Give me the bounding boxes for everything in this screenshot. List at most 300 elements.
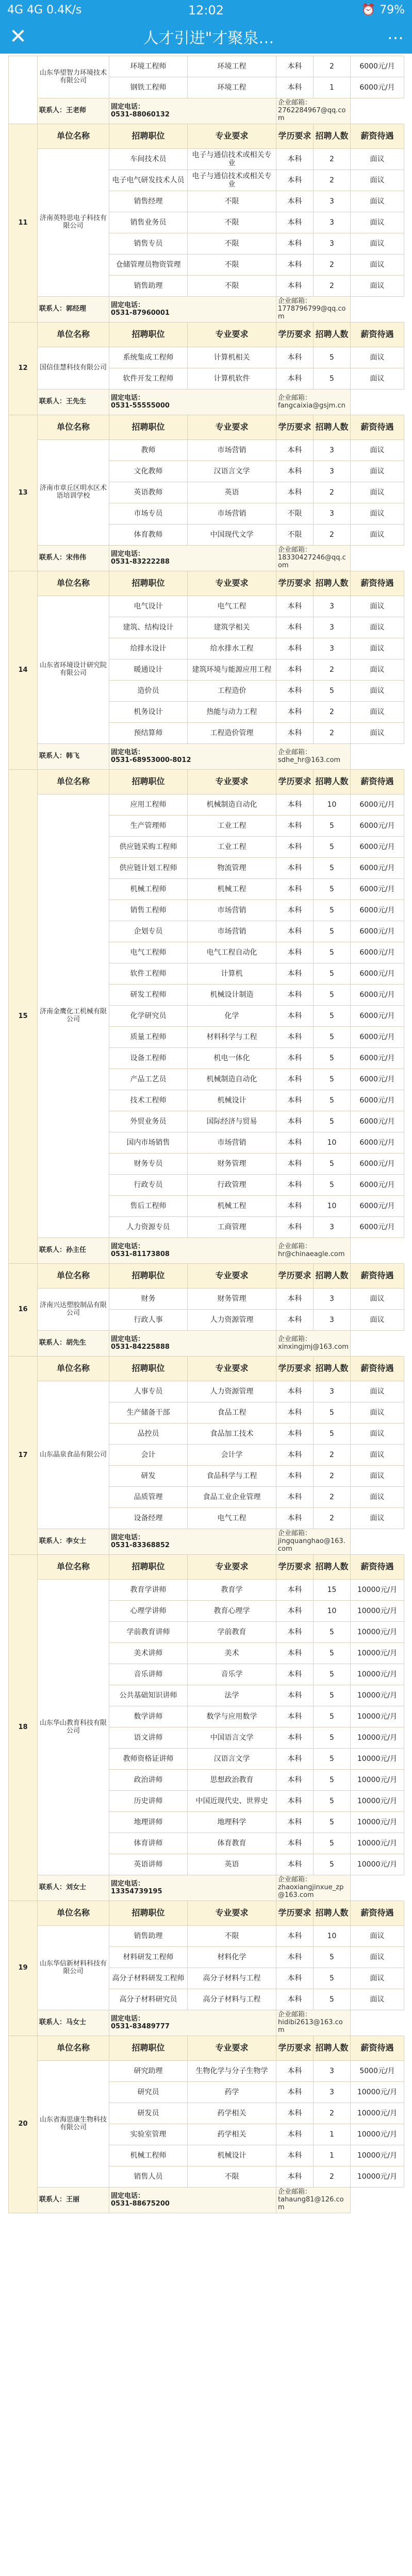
header-cell: 招聘人数 bbox=[314, 1555, 351, 1580]
salary-cell: 10000元/月 bbox=[351, 1727, 404, 1749]
degree-cell: 本科 bbox=[276, 2166, 314, 2188]
email-value[interactable]: hr@chinaeagle.com bbox=[278, 1250, 345, 1258]
count-cell: 5 bbox=[314, 985, 351, 1006]
major-cell: 不限 bbox=[188, 2166, 276, 2188]
jobs-table bbox=[8, 56, 404, 2213]
degree-cell: 本科 bbox=[276, 1090, 314, 1111]
count-cell: 2 bbox=[314, 56, 351, 77]
contact-label: 联系人： bbox=[39, 107, 67, 115]
contact-person bbox=[38, 389, 109, 415]
position-cell: 高分子材料研究员 bbox=[109, 1989, 188, 2010]
count-cell: 10 bbox=[314, 794, 351, 816]
major-cell: 中国现代文学 bbox=[188, 524, 276, 546]
salary-cell: 6000元/月 bbox=[351, 1111, 404, 1132]
major-cell: 计算机软件 bbox=[188, 368, 276, 389]
degree-cell: 本科 bbox=[276, 1466, 314, 1487]
contact-row bbox=[9, 2188, 404, 2213]
position-cell: 销售助理 bbox=[109, 276, 188, 297]
count-cell: 2 bbox=[314, 2103, 351, 2124]
position-cell: 实验室管理 bbox=[109, 2124, 188, 2145]
contact-row bbox=[9, 98, 404, 124]
close-icon[interactable]: ✕ bbox=[9, 25, 27, 48]
contact-value: 胡先生 bbox=[66, 1339, 87, 1347]
major-cell: 机械制造自动化 bbox=[188, 794, 276, 816]
degree-cell: 本科 bbox=[276, 1154, 314, 1175]
major-cell: 建筑学相关 bbox=[188, 617, 276, 638]
position-cell: 暖通设计 bbox=[109, 659, 188, 681]
table-row bbox=[9, 56, 404, 77]
major-cell: 机械设计 bbox=[188, 2145, 276, 2166]
count-cell: 3 bbox=[314, 1310, 351, 1331]
count-cell: 5 bbox=[314, 1423, 351, 1445]
degree-cell: 本科 bbox=[276, 617, 314, 638]
position-cell: 财务 bbox=[109, 1289, 188, 1310]
header-cell: 专业要求 bbox=[188, 1901, 276, 1926]
major-cell: 中国近现代史、世界史 bbox=[188, 1791, 276, 1812]
count-cell: 5 bbox=[314, 1770, 351, 1791]
header-cell: 招聘人数 bbox=[314, 1264, 351, 1289]
major-cell: 电气工程 bbox=[188, 1508, 276, 1529]
contact-email bbox=[276, 1529, 351, 1555]
phone-value: 13354739195 bbox=[111, 1887, 162, 1895]
header-cell: 薪资待遇 bbox=[351, 2036, 404, 2061]
count-cell: 3 bbox=[314, 2082, 351, 2103]
degree-cell: 本科 bbox=[276, 659, 314, 681]
major-cell: 市场营销 bbox=[188, 440, 276, 461]
header-cell: 招聘人数 bbox=[314, 2036, 351, 2061]
degree-cell: 本科 bbox=[276, 1580, 314, 1601]
count-cell: 2 bbox=[314, 702, 351, 723]
salary-cell: 面议 bbox=[351, 638, 404, 659]
header-cell: 专业要求 bbox=[188, 770, 276, 794]
salary-cell: 10000元/月 bbox=[351, 1749, 404, 1770]
contact-phone bbox=[109, 297, 276, 323]
contact-row bbox=[9, 297, 404, 323]
count-cell: 5 bbox=[314, 1069, 351, 1090]
email-value[interactable]: hidibi2613@163.com bbox=[278, 2019, 343, 2034]
major-cell: 计算机相关 bbox=[188, 347, 276, 368]
position-cell: 设备经理 bbox=[109, 1508, 188, 1529]
degree-cell: 本科 bbox=[276, 1381, 314, 1402]
email-value[interactable]: tahaung81@126.com bbox=[278, 2196, 344, 2211]
phone-value: 0531-81173808 bbox=[111, 1250, 170, 1258]
position-cell: 研发 bbox=[109, 1466, 188, 1487]
major-cell: 体育教育 bbox=[188, 1833, 276, 1854]
contact-value: 李女士 bbox=[66, 1537, 87, 1546]
count-cell: 5 bbox=[314, 921, 351, 942]
position-cell: 历史讲师 bbox=[109, 1791, 188, 1812]
header-cell: 招聘职位 bbox=[109, 1555, 188, 1580]
major-cell: 机械设计 bbox=[188, 1090, 276, 1111]
degree-cell: 本科 bbox=[276, 1968, 314, 1989]
degree-cell: 本科 bbox=[276, 1402, 314, 1423]
contact-person bbox=[38, 98, 109, 124]
major-cell: 法学 bbox=[188, 1685, 276, 1706]
salary-cell: 面议 bbox=[351, 1508, 404, 1529]
degree-cell: 本科 bbox=[276, 1749, 314, 1770]
header-cell: 薪资待遇 bbox=[351, 415, 404, 440]
contact-person bbox=[38, 1238, 109, 1264]
salary-cell: 10000元/月 bbox=[351, 1664, 404, 1685]
major-cell: 市场营销 bbox=[188, 900, 276, 921]
salary-cell: 面议 bbox=[351, 1466, 404, 1487]
position-cell: 供应链采购工程师 bbox=[109, 837, 188, 858]
phone-value: 0531-88060132 bbox=[111, 110, 170, 118]
degree-cell: 本科 bbox=[276, 1487, 314, 1508]
contact-value: 孙主任 bbox=[66, 1246, 87, 1255]
salary-cell: 6000元/月 bbox=[351, 942, 404, 963]
email-label: 企业邮箱： bbox=[278, 546, 312, 554]
position-cell: 教师 bbox=[109, 440, 188, 461]
salary-cell: 面议 bbox=[351, 1289, 404, 1310]
position-cell: 高分子材料研发工程师 bbox=[109, 1968, 188, 1989]
section-number: 14 bbox=[9, 571, 38, 770]
position-cell: 仓储管理员物资管理 bbox=[109, 255, 188, 276]
contact-value: 王丽 bbox=[66, 2196, 80, 2204]
email-value[interactable]: 1778796799@qq.com bbox=[278, 305, 346, 320]
count-cell: 5 bbox=[314, 816, 351, 837]
major-cell: 计算机 bbox=[188, 963, 276, 985]
position-cell: 生产储备干部 bbox=[109, 1402, 188, 1423]
position-cell: 电气设计 bbox=[109, 596, 188, 617]
degree-cell: 本科 bbox=[276, 1310, 314, 1331]
section-number: 15 bbox=[9, 770, 38, 1264]
position-cell: 音乐讲师 bbox=[109, 1664, 188, 1685]
count-cell: 10 bbox=[314, 1926, 351, 1947]
header-cell: 专业要求 bbox=[188, 1555, 276, 1580]
count-cell: 2 bbox=[314, 482, 351, 503]
count-cell: 2 bbox=[314, 1445, 351, 1466]
degree-cell: 本科 bbox=[276, 1664, 314, 1685]
section-number: 16 bbox=[9, 1264, 38, 1357]
header-cell: 招聘人数 bbox=[314, 1901, 351, 1926]
count-cell: 2 bbox=[314, 1487, 351, 1508]
contact-row bbox=[9, 1331, 404, 1357]
contact-person bbox=[38, 1529, 109, 1555]
header-cell: 专业要求 bbox=[188, 1357, 276, 1381]
count-cell: 3 bbox=[314, 617, 351, 638]
table-header-row bbox=[9, 1901, 404, 1926]
major-cell: 食品工业企业管理 bbox=[188, 1487, 276, 1508]
salary-cell: 10000元/月 bbox=[351, 2166, 404, 2188]
company-name: 山东省环境设计研究院有限公司 bbox=[38, 596, 109, 744]
degree-cell: 本科 bbox=[276, 1196, 314, 1217]
count-cell: 2 bbox=[314, 2166, 351, 2188]
email-value[interactable]: sdhe_hr@163.com bbox=[278, 756, 341, 764]
count-cell: 5 bbox=[314, 1090, 351, 1111]
email-label: 企业邮箱： bbox=[278, 1242, 312, 1250]
contact-email bbox=[276, 744, 351, 770]
salary-cell: 面议 bbox=[351, 723, 404, 744]
salary-cell: 6000元/月 bbox=[351, 963, 404, 985]
table-row bbox=[9, 347, 404, 368]
count-cell: 2 bbox=[314, 1508, 351, 1529]
major-cell: 不限 bbox=[188, 1926, 276, 1947]
email-value[interactable]: 18330427246@qq.com bbox=[278, 554, 346, 569]
position-cell: 钢铁工程师 bbox=[109, 77, 188, 98]
table-header-row bbox=[9, 323, 404, 347]
salary-cell: 6000元/月 bbox=[351, 1048, 404, 1069]
table-row bbox=[9, 440, 404, 461]
degree-cell: 本科 bbox=[276, 77, 314, 98]
title-bar bbox=[0, 20, 412, 54]
section-number: 20 bbox=[9, 2036, 38, 2213]
major-cell: 机械工程 bbox=[188, 1196, 276, 1217]
count-cell: 2 bbox=[314, 524, 351, 546]
position-cell: 建筑、结构设计 bbox=[109, 617, 188, 638]
degree-cell: 本科 bbox=[276, 368, 314, 389]
contact-email bbox=[276, 1331, 351, 1357]
salary-cell: 10000元/月 bbox=[351, 1833, 404, 1854]
table-row bbox=[9, 1289, 404, 1310]
count-cell: 5 bbox=[314, 1154, 351, 1175]
phone-label: 固定电话： bbox=[111, 394, 145, 402]
contact-email bbox=[276, 98, 351, 124]
salary-cell: 10000元/月 bbox=[351, 1770, 404, 1791]
major-cell: 思想政治教育 bbox=[188, 1770, 276, 1791]
count-cell: 10 bbox=[314, 1601, 351, 1622]
email-label: 企业邮箱： bbox=[278, 99, 312, 107]
salary-cell: 面议 bbox=[351, 461, 404, 482]
salary-cell: 面议 bbox=[351, 681, 404, 702]
company-name: 山东华望智力环境技术有限公司 bbox=[38, 56, 109, 98]
degree-cell: 本科 bbox=[276, 837, 314, 858]
table-header-row bbox=[9, 1264, 404, 1289]
header-cell: 学历要求 bbox=[276, 770, 314, 794]
section-number: 12 bbox=[9, 323, 38, 415]
count-cell: 5 bbox=[314, 1175, 351, 1196]
header-cell: 学历要求 bbox=[276, 1901, 314, 1926]
position-cell: 售后工程师 bbox=[109, 1196, 188, 1217]
degree-cell: 本科 bbox=[276, 702, 314, 723]
header-cell: 招聘人数 bbox=[314, 124, 351, 149]
salary-cell: 面议 bbox=[351, 596, 404, 617]
degree-cell: 本科 bbox=[276, 191, 314, 212]
major-cell: 电气工程 bbox=[188, 596, 276, 617]
salary-cell: 面议 bbox=[351, 1381, 404, 1402]
major-cell: 不限 bbox=[188, 233, 276, 255]
degree-cell: 本科 bbox=[276, 1622, 314, 1643]
position-cell: 外贸业务员 bbox=[109, 1111, 188, 1132]
header-cell: 单位名称 bbox=[38, 770, 109, 794]
email-label: 企业邮箱： bbox=[278, 297, 312, 306]
email-value[interactable]: 2762284967@qq.com bbox=[278, 107, 346, 122]
contact-phone bbox=[109, 1331, 276, 1357]
count-cell: 5 bbox=[314, 1664, 351, 1685]
count-cell: 2 bbox=[314, 276, 351, 297]
major-cell: 药学相关 bbox=[188, 2124, 276, 2145]
major-cell: 音乐学 bbox=[188, 1664, 276, 1685]
salary-cell: 10000元/月 bbox=[351, 2145, 404, 2166]
position-cell: 品控员 bbox=[109, 1423, 188, 1445]
degree-cell: 本科 bbox=[276, 858, 314, 879]
position-cell: 给排水设计 bbox=[109, 638, 188, 659]
major-cell: 食品工程 bbox=[188, 1402, 276, 1423]
major-cell: 机械工程 bbox=[188, 879, 276, 900]
contact-row bbox=[9, 744, 404, 770]
email-value[interactable]: xinxingjmj@163.com bbox=[278, 1343, 349, 1351]
header-cell: 单位名称 bbox=[38, 1901, 109, 1926]
salary-cell: 面议 bbox=[351, 1445, 404, 1466]
degree-cell: 本科 bbox=[276, 276, 314, 297]
email-label: 企业邮箱： bbox=[278, 1335, 312, 1343]
header-cell: 招聘职位 bbox=[109, 1357, 188, 1381]
header-cell: 学历要求 bbox=[276, 1264, 314, 1289]
header-cell: 单位名称 bbox=[38, 415, 109, 440]
position-cell: 销售专员 bbox=[109, 233, 188, 255]
count-cell: 1 bbox=[314, 77, 351, 98]
count-cell: 5 bbox=[314, 963, 351, 985]
contact-email bbox=[276, 2188, 351, 2213]
major-cell: 不限 bbox=[188, 276, 276, 297]
degree-cell: 本科 bbox=[276, 1132, 314, 1154]
degree-cell: 本科 bbox=[276, 212, 314, 233]
degree-cell: 本科 bbox=[276, 638, 314, 659]
section-number: 11 bbox=[9, 124, 38, 323]
salary-cell: 6000元/月 bbox=[351, 921, 404, 942]
major-cell: 给水排水工程 bbox=[188, 638, 276, 659]
salary-cell: 6000元/月 bbox=[351, 1090, 404, 1111]
table-row bbox=[9, 1580, 404, 1601]
position-cell: 公共基础知识讲师 bbox=[109, 1685, 188, 1706]
email-value[interactable]: zhaoxiangjinxue_zp@163.com bbox=[278, 1884, 344, 1899]
position-cell: 造价员 bbox=[109, 681, 188, 702]
contact-label: 联系人： bbox=[39, 752, 67, 760]
degree-cell: 不限 bbox=[276, 503, 314, 524]
major-cell: 机电一体化 bbox=[188, 1048, 276, 1069]
major-cell: 机械设计制造 bbox=[188, 985, 276, 1006]
status-bar bbox=[0, 0, 412, 20]
position-cell: 预结算师 bbox=[109, 723, 188, 744]
header-cell: 单位名称 bbox=[38, 1555, 109, 1580]
position-cell: 市场专员 bbox=[109, 503, 188, 524]
count-cell: 5 bbox=[314, 1006, 351, 1027]
salary-cell: 10000元/月 bbox=[351, 1854, 404, 1875]
contact-person bbox=[38, 1331, 109, 1357]
degree-cell: 本科 bbox=[276, 1770, 314, 1791]
count-cell: 5 bbox=[314, 1027, 351, 1048]
header-cell: 学历要求 bbox=[276, 124, 314, 149]
salary-cell: 面议 bbox=[351, 233, 404, 255]
contact-label: 联系人： bbox=[39, 554, 67, 562]
major-cell: 财务管理 bbox=[188, 1289, 276, 1310]
salary-cell: 6000元/月 bbox=[351, 879, 404, 900]
salary-cell: 面议 bbox=[351, 1926, 404, 1947]
header-cell: 薪资待遇 bbox=[351, 323, 404, 347]
header-cell: 专业要求 bbox=[188, 2036, 276, 2061]
degree-cell: 本科 bbox=[276, 255, 314, 276]
count-cell: 5 bbox=[314, 1111, 351, 1132]
contact-row bbox=[9, 1529, 404, 1555]
count-cell: 2 bbox=[314, 170, 351, 191]
position-cell: 化学研究员 bbox=[109, 1006, 188, 1027]
contact-phone bbox=[109, 2010, 276, 2036]
major-cell: 不限 bbox=[188, 255, 276, 276]
salary-cell: 面议 bbox=[351, 659, 404, 681]
section-number bbox=[9, 56, 38, 124]
count-cell: 5 bbox=[314, 1968, 351, 1989]
position-cell: 销售人员 bbox=[109, 2166, 188, 2188]
email-value[interactable]: jingquanghao@163.com bbox=[278, 1537, 345, 1553]
salary-cell: 面议 bbox=[351, 1402, 404, 1423]
count-cell: 15 bbox=[314, 1580, 351, 1601]
position-cell: 应用工程师 bbox=[109, 794, 188, 816]
contact-email bbox=[276, 389, 351, 415]
major-cell: 行政管理 bbox=[188, 1175, 276, 1196]
degree-cell: 本科 bbox=[276, 794, 314, 816]
contact-phone bbox=[109, 546, 276, 571]
degree-cell: 本科 bbox=[276, 921, 314, 942]
salary-cell: 面议 bbox=[351, 255, 404, 276]
salary-cell: 10000元/月 bbox=[351, 1580, 404, 1601]
major-cell: 地理科学 bbox=[188, 1812, 276, 1833]
salary-cell: 面议 bbox=[351, 368, 404, 389]
table-row bbox=[9, 149, 404, 170]
table-header-row bbox=[9, 571, 404, 596]
header-cell: 招聘人数 bbox=[314, 323, 351, 347]
contact-row bbox=[9, 389, 404, 415]
header-cell: 专业要求 bbox=[188, 415, 276, 440]
salary-cell: 5000元/月 bbox=[351, 2061, 404, 2082]
section-number: 17 bbox=[9, 1357, 38, 1555]
count-cell: 3 bbox=[314, 503, 351, 524]
position-cell: 机械工程师 bbox=[109, 879, 188, 900]
phone-label: 固定电话： bbox=[111, 550, 145, 558]
table-row bbox=[9, 1381, 404, 1402]
position-cell: 文化教师 bbox=[109, 461, 188, 482]
degree-cell: 本科 bbox=[276, 461, 314, 482]
count-cell: 2 bbox=[314, 723, 351, 744]
major-cell: 工商管理 bbox=[188, 1217, 276, 1238]
count-cell: 5 bbox=[314, 942, 351, 963]
contact-person bbox=[38, 297, 109, 323]
position-cell: 人力资源专员 bbox=[109, 1217, 188, 1238]
major-cell: 食品加工技术 bbox=[188, 1423, 276, 1445]
salary-cell: 10000元/月 bbox=[351, 1622, 404, 1643]
phone-value: 0531-84225888 bbox=[111, 1343, 170, 1351]
count-cell: 3 bbox=[314, 1381, 351, 1402]
count-cell: 3 bbox=[314, 191, 351, 212]
salary-cell: 面议 bbox=[351, 1423, 404, 1445]
major-cell: 学前教育 bbox=[188, 1622, 276, 1643]
degree-cell: 本科 bbox=[276, 1854, 314, 1875]
major-cell: 工业工程 bbox=[188, 837, 276, 858]
count-cell: 2 bbox=[314, 149, 351, 170]
degree-cell: 本科 bbox=[276, 2145, 314, 2166]
header-cell: 薪资待遇 bbox=[351, 770, 404, 794]
email-value[interactable]: fangcaixia@gsjm.cn bbox=[278, 401, 345, 410]
position-cell: 英语讲师 bbox=[109, 1854, 188, 1875]
count-cell: 5 bbox=[314, 1048, 351, 1069]
degree-cell: 本科 bbox=[276, 1027, 314, 1048]
more-icon[interactable]: ⋯ bbox=[387, 28, 404, 47]
salary-cell: 面议 bbox=[351, 347, 404, 368]
major-cell: 国际经济与贸易 bbox=[188, 1111, 276, 1132]
position-cell: 数学讲师 bbox=[109, 1706, 188, 1727]
major-cell: 机械制造自动化 bbox=[188, 1069, 276, 1090]
salary-cell: 面议 bbox=[351, 440, 404, 461]
count-cell: 5 bbox=[314, 681, 351, 702]
position-cell: 销售助理 bbox=[109, 1926, 188, 1947]
count-cell: 5 bbox=[314, 347, 351, 368]
degree-cell: 本科 bbox=[276, 985, 314, 1006]
header-cell: 学历要求 bbox=[276, 2036, 314, 2061]
position-cell: 电子电气研发技术人员 bbox=[109, 170, 188, 191]
email-label: 企业邮箱： bbox=[278, 2011, 312, 2019]
salary-cell: 10000元/月 bbox=[351, 1643, 404, 1664]
table-row bbox=[9, 2061, 404, 2082]
degree-cell: 本科 bbox=[276, 1601, 314, 1622]
